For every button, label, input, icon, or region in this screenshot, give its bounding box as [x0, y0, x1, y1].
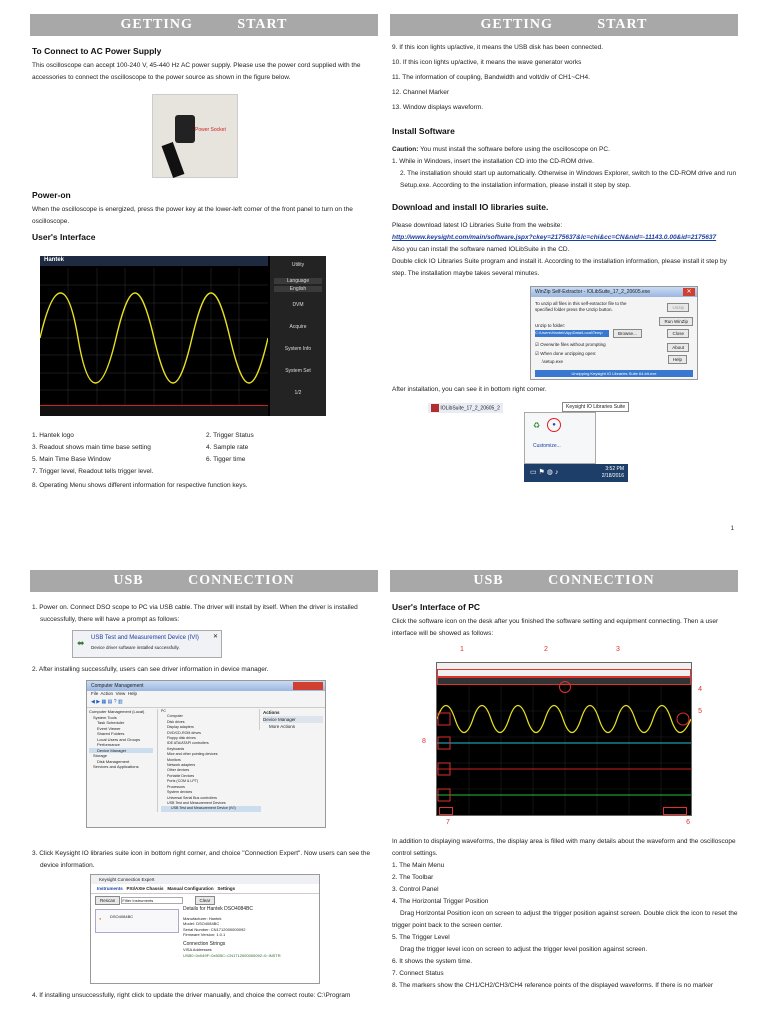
tray-popup [524, 412, 596, 464]
callout-1: 1 [460, 646, 464, 653]
open-label: When done unzipping open: [540, 351, 597, 356]
device-item[interactable]: Computer [167, 714, 183, 719]
device-item[interactable]: IDE ATA/ATAPI controllers [167, 741, 209, 746]
system-time-box [663, 807, 687, 815]
page-number: 1 [730, 526, 734, 532]
paragraph-display-details: In addition to displaying waveforms, the display area is filled with many details about the waveform and the oscilloscope control settings. [392, 838, 736, 857]
legend-item: 3. Readout shows main time base setting [32, 444, 151, 451]
toast-title: USB Test and Measurement Device (IVI) [91, 635, 199, 641]
tree-item[interactable]: Performance [97, 742, 120, 747]
connect-status-box [439, 807, 453, 815]
paragraph-after-install: After installation, you can see it in bottom right corner. [392, 386, 547, 393]
ce-details [183, 907, 315, 958]
paragraph-double-click: Double click IO Libraries Suite program and install it. According to the installation information, please install it step by step. The installation maybe takes several minutes. [392, 258, 727, 277]
device-item[interactable]: Portable Devices [167, 773, 195, 778]
winzip-folder-label: Unzip to folder: [535, 323, 566, 328]
visa-address[interactable]: USB0::0x049F::0x505C::CN1712000000092::0::INSTR [183, 952, 281, 958]
tree-item[interactable]: Services and Applications [93, 764, 139, 769]
tree-item[interactable]: Local Users and Groups [97, 736, 141, 742]
legend-item: 7. Trigger level, Readout tells trigger level. [32, 468, 154, 475]
exe-file-row[interactable] [428, 403, 503, 413]
detail-row: Manufacturer: Hantek [183, 915, 222, 921]
exe-file-label: IOLibSuite_17_2_20605_2 [440, 405, 500, 412]
device-item[interactable]: Network adapters [167, 763, 196, 768]
tab-instruments[interactable]: Instruments [97, 886, 123, 891]
menu-english[interactable]: English [274, 286, 322, 292]
detail-row: Serial Number: CN1712000000092 [183, 926, 246, 932]
download-instructions: Please download latest IO Libraries Suite from the website: [392, 222, 563, 229]
taskbar [524, 464, 628, 482]
callout-6: 6 [686, 819, 690, 826]
usb-step-1: 1. Power on. Connect DSO scope to PC via USB cable. The driver will install by itself. When the driver is installed successfully, there will have a prompt as follows: [32, 604, 358, 623]
legend-list [390, 42, 738, 114]
cm-tree [89, 709, 153, 770]
paragraph-ac-power: This oscilloscope can accept 100-240 V, 45-440 Hz AC power supply. Please use the power cord supplied with the accessories to connect the oscilloscope to the power source as shown in the figure below. [32, 62, 361, 81]
callout-3: 3 [616, 646, 620, 653]
driver-toast [72, 630, 222, 658]
rescan-button[interactable]: Rescan [95, 896, 120, 905]
open-file: .\setup.exe [541, 359, 564, 364]
tab-pxi-chassis[interactable]: PXI/AXIe Chassis [126, 886, 164, 891]
usb-step-2: 2. After installing successfully, users can see driver information in device manager. [32, 666, 269, 673]
heading-power-on: Power-on [32, 190, 71, 200]
device-item[interactable]: USB Test and Measurement Devices [167, 800, 226, 805]
unzip-button[interactable]: Unzip [667, 303, 689, 312]
detail-row: Model: DSO4084BC [183, 921, 220, 926]
device-item[interactable]: Ports (COM & LPT) [167, 779, 199, 784]
device-item[interactable]: DVD/CD-ROM drives [167, 730, 201, 735]
menu-utility[interactable]: Utility [291, 262, 305, 268]
legend-item: 4. The Horizontal Trigger Position [392, 898, 489, 905]
taskbar-icons[interactable]: ▭ ⚑ ◍ ♪ [530, 469, 559, 476]
menu-system-info[interactable]: System Info [284, 346, 312, 352]
device-item-highlighted[interactable]: USB Test and Measurement Device (IVI) [161, 806, 261, 811]
ce-device-card[interactable] [95, 909, 179, 933]
callout-7: 7 [446, 819, 450, 826]
menu-system-set[interactable]: System Set [285, 368, 311, 374]
legend-item: 8. The markers show the CH1/CH2/CH3/CH4 reference points of the displayed waveforms. If there is no marker [392, 982, 714, 989]
tray-date: 2/18/2016 [601, 473, 624, 479]
menu-view[interactable]: View [115, 691, 126, 696]
tree-item[interactable]: Shared Folders [97, 731, 125, 736]
overwrite-label: Overwrite files without prompting [540, 342, 606, 347]
toast-subtitle: Device driver software installed successfully. [91, 645, 180, 650]
clear-filter-button[interactable]: Clear [195, 896, 216, 905]
pc-waveform-display [437, 685, 691, 815]
device-item[interactable]: System devices [167, 790, 193, 795]
trigger-level-marker [677, 713, 689, 725]
tree-item[interactable]: Storage [93, 753, 108, 758]
winzip-dialog [530, 286, 698, 380]
paragraph-also: Also you can install the software named IOLibSuite in the CD. [392, 246, 570, 253]
pc-interface-figure [420, 646, 716, 826]
device-item[interactable]: Processors [167, 784, 185, 789]
cm-window-controls[interactable] [293, 682, 323, 690]
paragraph-power-on: When the oscilloscope is energized, press the power key at the lower-left corner of the front panel to turn on the oscilloscope. [32, 206, 353, 225]
menu-acquire[interactable]: Acquire [289, 324, 307, 330]
winzip-message: To unzip all files in this self-extractor file to the specified folder press the Unzip button. [535, 301, 627, 312]
heading-ac-power: To Connect to AC Power Supply [32, 46, 162, 56]
device-item[interactable]: Universal Serial Bus controllers [167, 795, 217, 800]
legend-item: 12. Channel Marker [392, 89, 450, 96]
heading-install-software: Install Software [392, 126, 455, 136]
system-tray [522, 400, 652, 484]
browse-button[interactable]: Browse... [613, 329, 642, 338]
customize-link[interactable]: Customize... [533, 443, 561, 449]
ch1-waveform [437, 706, 691, 733]
legend-columns [30, 430, 378, 478]
filter-input[interactable]: Filter Instruments [121, 897, 183, 904]
legend-item: 5. Main Time Base Window [32, 456, 111, 463]
winzip-title: WinZip Self-Extractor - IOLibSuite_17_2_20605.exe [531, 287, 697, 297]
winzip-folder-input[interactable]: C:\Users\Hantek\AppData\Local\Temp [535, 330, 609, 337]
section-banner: GETTING START [30, 14, 378, 36]
page-getting-start-1 [30, 14, 378, 534]
tree-item[interactable]: Computer Management (Local) [89, 709, 145, 714]
visa-addresses-label: VISA Addresses [183, 947, 212, 952]
toast-close-icon[interactable]: ✕ [212, 634, 218, 640]
action-device-manager[interactable]: Device Manager [263, 716, 323, 723]
power-cord-shape [162, 142, 185, 178]
section-banner: USB CONNECTION [390, 570, 738, 592]
run-winzip-button[interactable]: Run WinZip [659, 317, 693, 326]
pc-app-window [436, 662, 692, 816]
install-step-1: 1. While in Windows, insert the installation CD into the CD-ROM drive. [392, 158, 594, 165]
menu-help[interactable]: Help [127, 691, 138, 696]
oscilloscope-screen [40, 256, 326, 416]
caution-text: You must install the software before using the oscilloscope on PC. [420, 146, 610, 153]
tree-item-selected[interactable]: Device Manager [89, 748, 153, 754]
page-usb-connection-2 [390, 570, 738, 1024]
legend-item: 1. Hantek logo [32, 432, 74, 439]
device-item[interactable]: Mice and other pointing devices [167, 752, 218, 757]
usb-driver-icon: ⬌ [77, 638, 85, 648]
help-button[interactable]: Help [668, 355, 687, 364]
legend-item-detail: Drag the trigger level icon on screen to adjust the trigger level position against screen. [400, 946, 648, 953]
usb-step-3: 3. Click Keysight IO libraries suite icon in bottom right corner, and choice "Connection Expert". Now users can see the device information. [32, 850, 371, 869]
legend-item: 2. Trigger Status [206, 432, 254, 439]
usb-step-4: 4. If installing unsuccessfully, right click to update the driver manually, and choice the correct route: C:\Program [32, 992, 351, 999]
legend-item: 6. Tigger time [206, 456, 246, 463]
legend-item: 4. Sample rate [206, 444, 249, 451]
legend-item: 9. If this icon lights up/active, it means the USB disk has been connected. [392, 44, 604, 51]
action-more[interactable]: More Actions [269, 724, 296, 729]
scope-grid [40, 268, 268, 408]
tree-item[interactable]: Task Scheduler [97, 720, 125, 725]
connection-expert-window [90, 874, 320, 984]
menu-action[interactable]: Action [100, 691, 114, 696]
winzip-close-icon[interactable]: ✕ [683, 288, 695, 296]
menu-page[interactable]: 1/2 [294, 390, 302, 396]
close-button[interactable]: Close [667, 329, 689, 338]
about-button[interactable]: About [667, 343, 689, 352]
tray-app-icon[interactable]: ♻ [533, 421, 541, 430]
scope-logo: Hantek [44, 257, 65, 263]
legend-item: 6. It shows the system time. [392, 958, 473, 965]
legend-item: 13. Window displays waveform. [392, 104, 484, 111]
download-link[interactable]: http://www.keysight.com/main/software.jspx?ckey=2175637&lc=chi&cc=CN&nid=-11143.0.00&id=2175637 [392, 234, 717, 241]
legend-item: 2. The Toolbar [392, 874, 434, 881]
device-item[interactable]: Keyboards [167, 746, 185, 751]
device-name: DSO4084BC [110, 914, 134, 919]
ch1-marker-box [438, 713, 450, 725]
device-item[interactable]: Disk drives [167, 719, 185, 724]
device-item[interactable]: Other devices [167, 768, 190, 773]
legend-item: 5. The Trigger Level [392, 934, 450, 941]
tree-item[interactable]: System Tools [93, 714, 117, 720]
computer-management-window [86, 680, 326, 828]
winzip-status-bar: Unzipping Keysight IO Libraries Suite 64-bit.exe [535, 370, 693, 377]
scope-menu-panel [270, 256, 326, 416]
menu-file[interactable]: File [91, 691, 99, 696]
menu-language[interactable]: Language [274, 278, 322, 284]
device-status-icon: ● [99, 916, 102, 921]
page-usb-connection-1 [30, 570, 378, 1024]
tree-item[interactable]: Disk Management [97, 758, 130, 764]
ce-tabs [91, 884, 319, 894]
install-step-2: 2. The installation should start up automatically. Otherwise in Windows Explorer, switch to the CD-ROM drive and run Setup.exe. According to the installation information, please install it step by step. [400, 170, 737, 189]
detail-row: Firmware Version: 1.0.1 [183, 932, 226, 937]
tray-tooltip: Keysight IO Libraries Suite [562, 402, 629, 412]
open-checkbox-row[interactable]: ☑ When done unzipping open: [535, 351, 597, 356]
caution-label: Caution: [392, 146, 419, 153]
tab-settings[interactable]: Settings [217, 886, 236, 891]
heading-user-interface: User's Interface [32, 232, 96, 242]
trigger-position-marker[interactable] [559, 681, 571, 693]
actions-title: Actions [263, 710, 280, 715]
overwrite-checkbox-row[interactable]: ☑ Overwrite files without prompting [535, 342, 606, 347]
device-item[interactable]: Floppy disk drives [167, 736, 196, 741]
legend-item-detail: Drag Horizontal Position icon on screen to adjust the trigger position against screen. Double click the icon to reset the trigger point back to the screen center. [392, 910, 738, 929]
cm-menu-bar [87, 691, 325, 699]
tray-time: 3:52 PM [605, 466, 624, 472]
legend-item: 1. The Main Menu [392, 862, 445, 869]
cm-device-list [157, 709, 261, 812]
section-banner: USB CONNECTION [30, 570, 378, 592]
connection-strings-title: Connection Strings [183, 940, 226, 947]
callout-5: 5 [698, 708, 702, 715]
section-banner: GETTING START [390, 14, 738, 36]
cm-toolbar: ◀ ▶ ▦ ▤ ? ▥ [87, 699, 325, 708]
caution-line [392, 144, 738, 156]
device-item[interactable]: Display adapters [167, 725, 194, 730]
device-item[interactable]: PC [161, 709, 166, 713]
details-title: Details for Hantek DSO4084BC [183, 906, 254, 912]
callout-8: 8 [422, 738, 426, 745]
legend-item-8: 8. Operating Menu shows different information for respective function keys. [32, 482, 248, 489]
keysight-io-icon[interactable]: ● [547, 418, 561, 432]
heading-pc-interface: User's Interface of PC [392, 602, 480, 612]
power-socket-label: Power Socket [195, 127, 226, 133]
legend-item: 3. Control Panel [392, 886, 439, 893]
legend-item: 7. Connect Status [392, 970, 444, 977]
legend-item: 10. If this icon lights up/active, it means the wave generator works [392, 59, 582, 66]
scope-bottom-bar [40, 405, 268, 416]
installer-icon [431, 404, 439, 412]
cm-actions-pane [259, 709, 323, 730]
cm-title: Computer Management [87, 681, 325, 691]
socket-shape [175, 115, 195, 143]
legend-item: 11. The information of coupling, Bandwidth and volt/div of CH1~CH4. [392, 74, 590, 81]
page-getting-start-2 [390, 14, 738, 534]
paragraph-pc-intro: Click the software icon on the desk after you finished the software setting and equipment connecting. Then a user interface will be showed as follows: [392, 618, 719, 637]
ce-title: Keysight Connection Expert [91, 875, 319, 884]
callout-2: 2 [544, 646, 548, 653]
menu-dvm[interactable]: DVM [292, 302, 304, 308]
power-socket-photo [152, 94, 238, 178]
heading-download: Download and install IO libraries suite. [392, 202, 549, 212]
callout-4: 4 [698, 686, 702, 693]
device-item[interactable]: Monitors [167, 757, 181, 762]
scope-top-bar [40, 256, 268, 266]
pc-toolbar [437, 669, 691, 677]
tree-item[interactable]: Event Viewer [97, 725, 121, 731]
tab-manual-config[interactable]: Manual Configuration [167, 886, 214, 891]
